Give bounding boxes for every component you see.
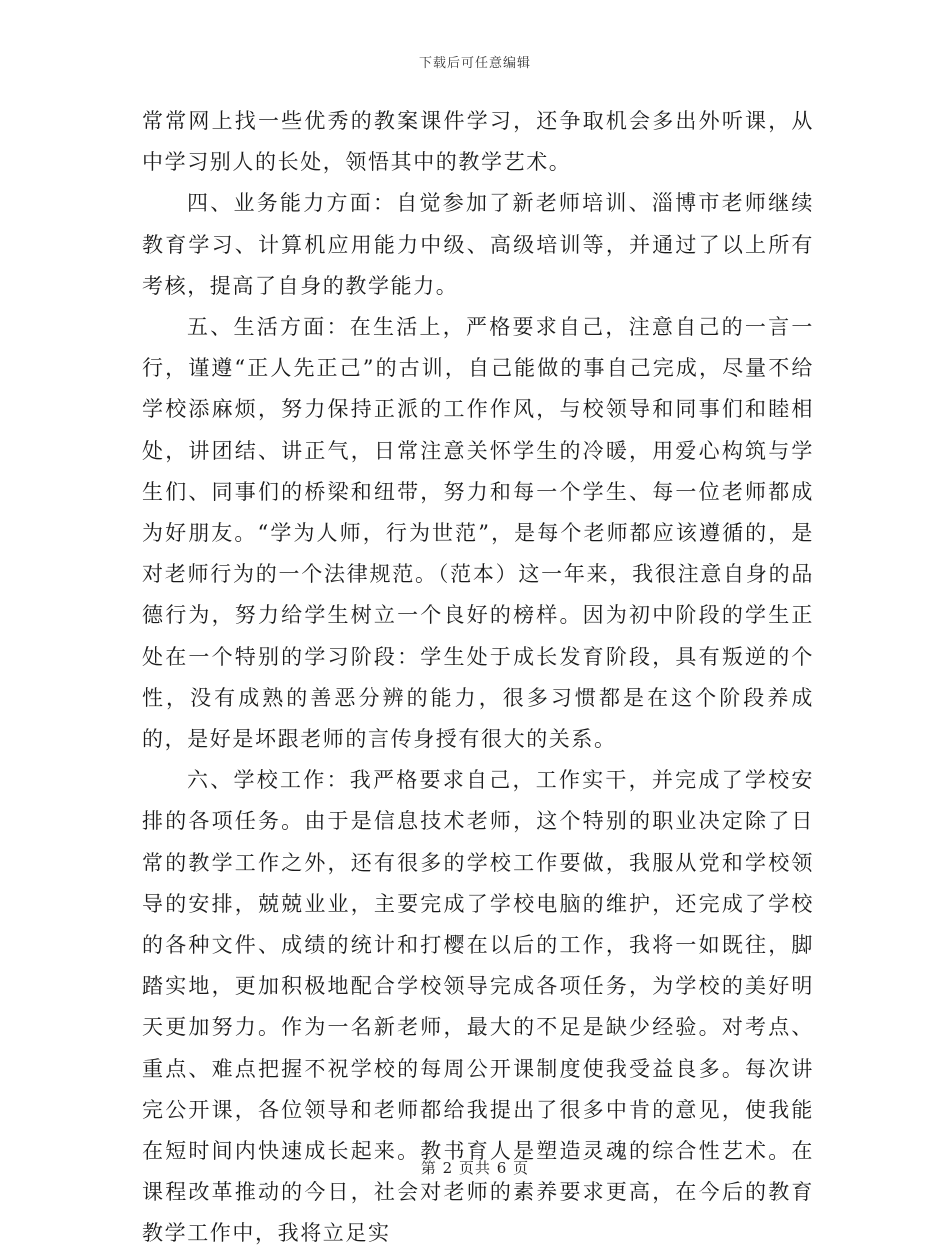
paragraph-continuation: 常常网上找一些优秀的教案课件学习，还争取机会多出外听课，从中学习别人的长处，领悟其中的教学艺术。 (142, 109, 814, 175)
paragraph-school-work: 六、学校工作：我严格要求自己，工作实干，并完成了学校安排的各项任务。由于是信息技术老师，这个特别的职业决定除了日常的教学工作之外，还有很多的学校工作要做，我服从党和学校领导的安排，兢兢业业，主要完成了学校电脑的维护，还完成了学校的各种文件、成绩的统计和打樱在以后的工作，我将一如既往，脚踏实地，更加积极地配合学校领导完成各项任务，为学校的美好明天更加努力。作为一名新老师，最大的不足是缺少经验。对考点、重点、难点把握不祝学校的每周公开课制度使我受益良多。每次讲完公开课，各位领导和老师都给我提出了很多中肯的意见，使我能在短时间内快速成长起来。教书育人是塑造灵魂的综合性艺术。在课程改革推动的今日，社会对老师的素养要求更高，在今后的教育教学工作中，我将立足实 (142, 768, 814, 1246)
page-number: 第 2 页共 6 页 (420, 1159, 530, 1177)
page-header: 下载后可任意编辑 (418, 56, 531, 71)
document-body (142, 101, 814, 1255)
paragraph-life-aspect: 五、生活方面：在生活上，严格要求自己，注意自己的一言一行，谨遵“正人先正己”的古训，自己能做的事自己完成，尽量不给学校添麻烦，努力保持正派的工作作风，与校领导和同事们和睦相处，讲团结、讲正气，日常注意关怀学生的冷暖，用爱心构筑与学生们、同事们的桥梁和纽带，努力和每一个学生、每一位老师都成为好朋友。“学为人师，行为世范”，是每个老师都应该遵循的，是对老师行为的一个法律规范。（范本）这一年来，我很注意自身的品德行为，努力给学生树立一个良好的榜样。因为初中阶段的学生正处在一个特别的学习阶段：学生处于成长发育阶段，具有叛逆的个性，没有成熟的善恶分辨的能力，很多习惯都是在这个阶段养成的，是好是坏跟老师的言传身授有很大的关系。 (142, 315, 814, 752)
paragraph-business-ability: 四、业务能力方面：自觉参加了新老师培训、淄博市老师继续教育学习、计算机应用能力中级、高级培训等，并通过了以上所有考核，提高了自身的教学能力。 (142, 191, 814, 298)
